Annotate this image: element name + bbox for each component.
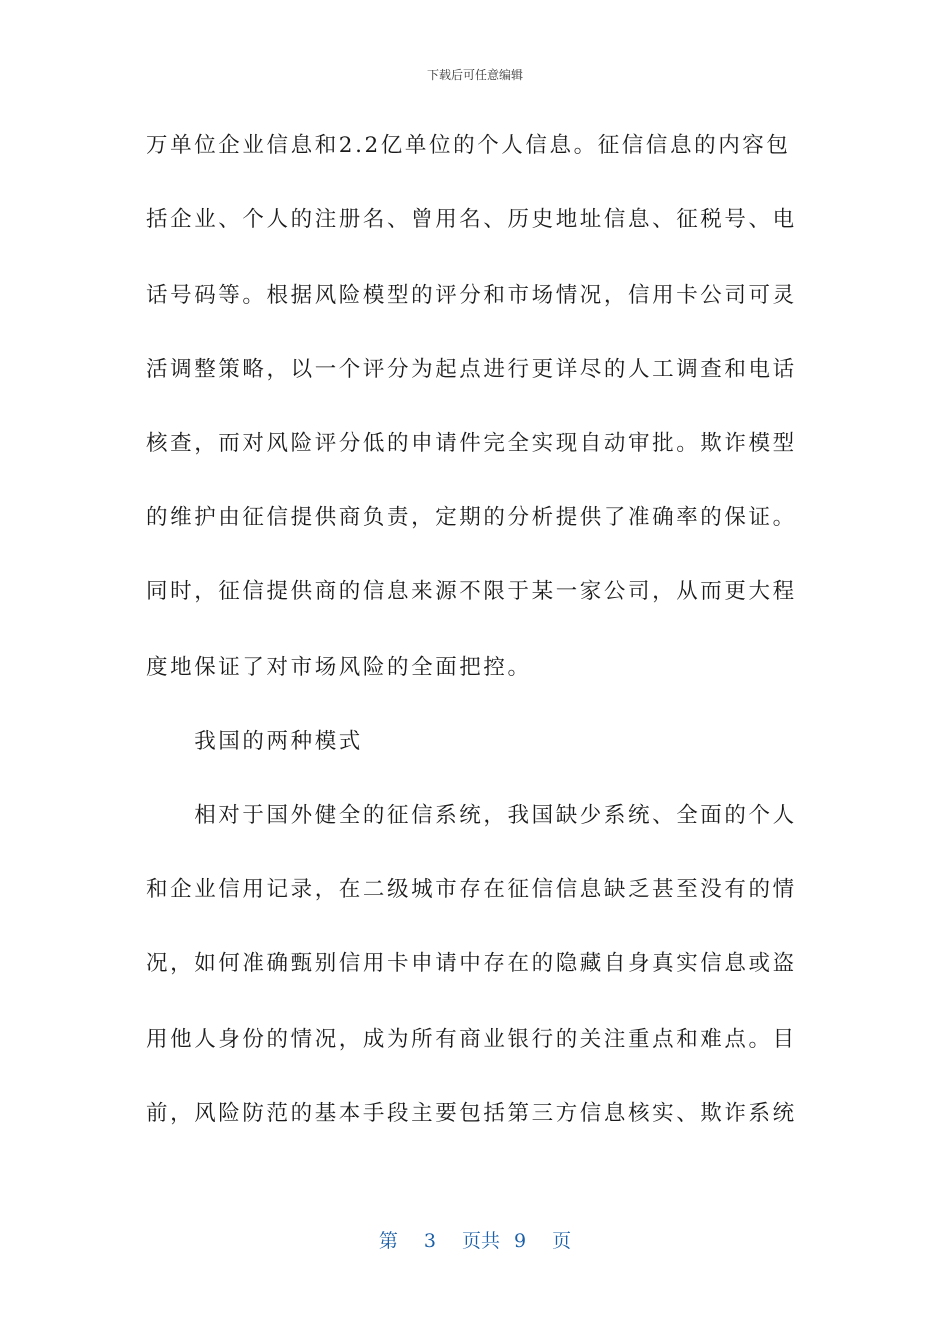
section-heading: 我国的两种模式 xyxy=(146,729,363,754)
text-line-11: 和企业信用记录，在二级城市存在征信信息缺乏甚至没有的情 xyxy=(146,877,797,902)
text-line-7: 同时，征信提供商的信息来源不限于某一家公司，从而更大程 xyxy=(146,579,797,604)
footer-total-pages: 9 xyxy=(514,1230,527,1252)
header-note: 下载后可任意编辑 xyxy=(426,68,523,82)
text-line-13: 用他人身份的情况，成为所有商业银行的关注重点和难点。目 xyxy=(146,1027,797,1052)
text-line-8: 度地保证了对市场风险的全面把控。 xyxy=(146,655,532,680)
text-line-10: 相对于国外健全的征信系统，我国缺少系统、全面的个人 xyxy=(146,803,797,828)
text-line-2: 括企业、个人的注册名、曾用名、历史地址信息、征税号、电 xyxy=(146,207,797,232)
text-line-4: 活调整策略，以一个评分为起点进行更详尽的人工调查和电话 xyxy=(146,357,797,382)
text-line-12: 况，如何准确甄别信用卡申请中存在的隐藏自身真实信息或盗 xyxy=(146,951,797,976)
text-line-5: 核查，而对风险评分低的申请件完全实现自动审批。欺诈模型 xyxy=(146,431,797,456)
footer-prefix: 第 xyxy=(378,1230,398,1252)
page-footer xyxy=(0,1226,950,1253)
footer-suffix: 页 xyxy=(552,1230,572,1252)
footer-page-number: 3 xyxy=(423,1230,436,1252)
text-line-14: 前，风险防范的基本手段主要包括第三方信息核实、欺诈系统 xyxy=(146,1101,797,1126)
text-line-6: 的维护由征信提供商负责，定期的分析提供了准确率的保证。 xyxy=(146,505,797,530)
text-line-1: 万单位企业信息和2.2亿单位的个人信息。征信信息的内容包 xyxy=(146,133,791,158)
footer-middle: 页共 xyxy=(461,1230,500,1252)
text-line-3: 话号码等。根据风险模型的评分和市场情况，信用卡公司可灵 xyxy=(146,283,797,308)
